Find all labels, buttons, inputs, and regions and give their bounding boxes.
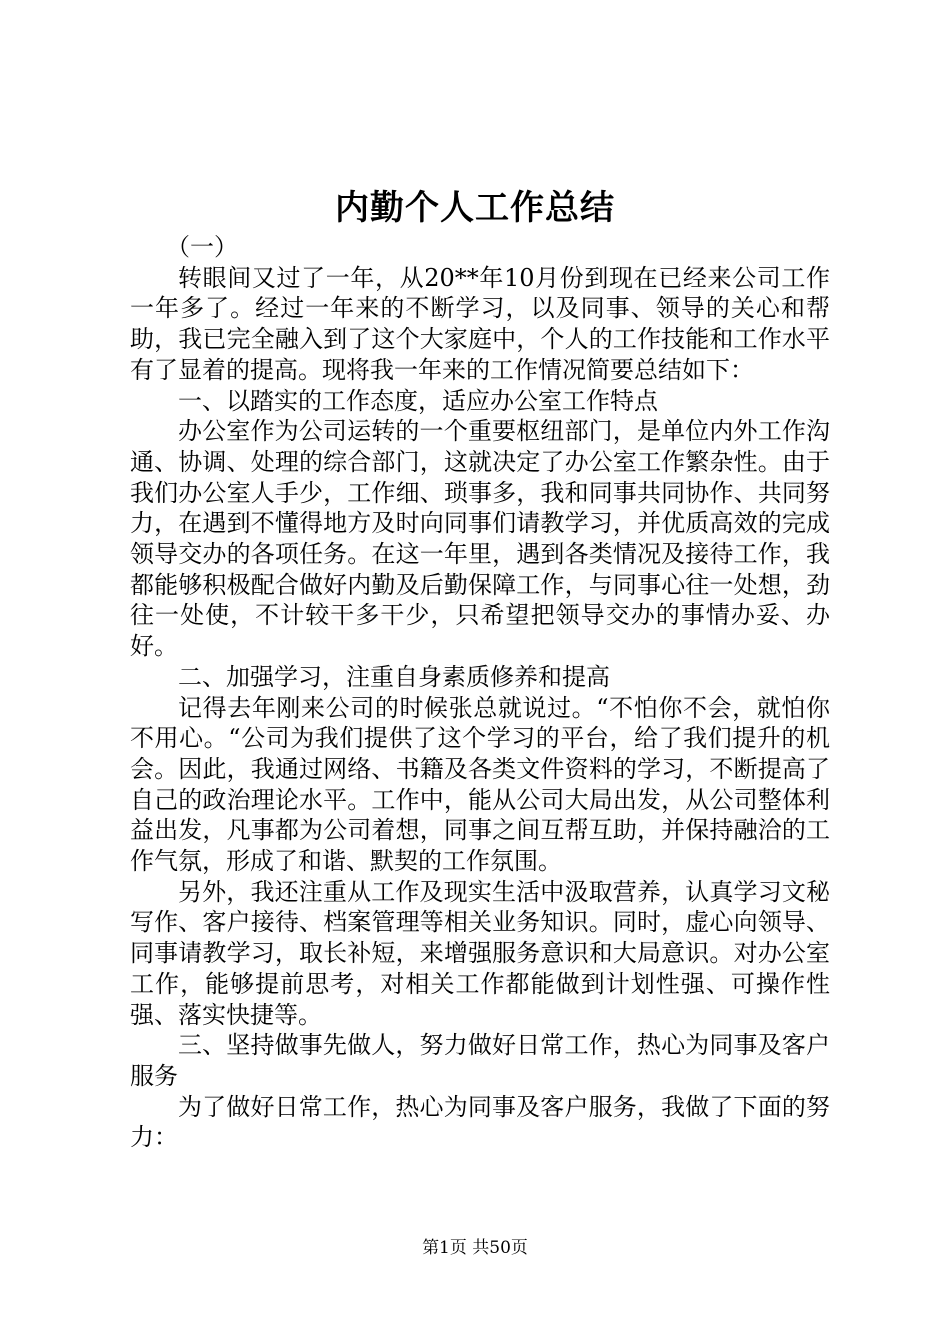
paragraph-additional: 另外，我还注重从工作及现实生活中汲取营养，认真学习文秘写作、客户接待、档案管理等相关业务知识。同时，虚心向领导、同事请教学习，取长补短，来增强服务意识和大局意识。对办公室工作，能够提前思考，对相关工作都能做到计划性强、可操作性强、落实快捷等。 [130, 877, 830, 1029]
heading-2: 二、加强学习，注重自身素质修养和提高 [178, 662, 610, 691]
paragraph-office-work: 办公室作为公司运转的一个重要枢纽部门，是单位内外工作沟通、协调、处理的综合部门，这就决定了办公室工作繁杂性。由于我们办公室人手少，工作细、琐事多，我和同事共同协作、共同努力，在遇到不懂得地方及时向同事们请教学习，并优质高效的完成领导交办的各项任务。在这一年里，遇到各类情况及接待工作，我都能够积极配合做好内勤及后勤保障工作，与同事心往一处想，劲往一处使，不计较干多干少，只希望把领导交办的事情办妥、办好。 [130, 417, 830, 661]
heading-1: 一、以踏实的工作态度，适应办公室工作特点 [178, 386, 658, 415]
heading-3: 三、坚持做事先做人，努力做好日常工作，热心为同事及客户服务 [130, 1031, 830, 1090]
document-title: 内勤个人工作总结 [335, 188, 615, 228]
section-label: （一） [166, 233, 238, 261]
paragraph-learning: 记得去年刚来公司的时候张总就说过。“不怕你不会，就怕你不用心。“公司为我们提供了这个学习的平台，给了我们提升的机会。因此，我通过网络、书籍及各类文件资料的学习，不断提高了自己的政治理论水平。工作中，能从公司大局出发，从公司整体利益出发，凡事都为公司着想，同事之间互帮互助，并保持融洽的工作气氛，形成了和谐、默契的工作氛围。 [130, 693, 830, 876]
paragraph-intro: 转眼间又过了一年，从20**年10月份到现在已经来公司工作一年多了。经过一年来的不断学习，以及同事、领导的关心和帮助，我已完全融入到了这个大家庭中，个人的工作技能和工作水平有了显着的提高。现将我一年来的工作情况简要总结如下： [130, 263, 830, 384]
page-footer: 第1页 共50页 [422, 1238, 528, 1258]
paragraph-efforts: 为了做好日常工作，热心为同事及客户服务，我做了下面的努力： [130, 1092, 830, 1152]
document-body [130, 232, 830, 1153]
